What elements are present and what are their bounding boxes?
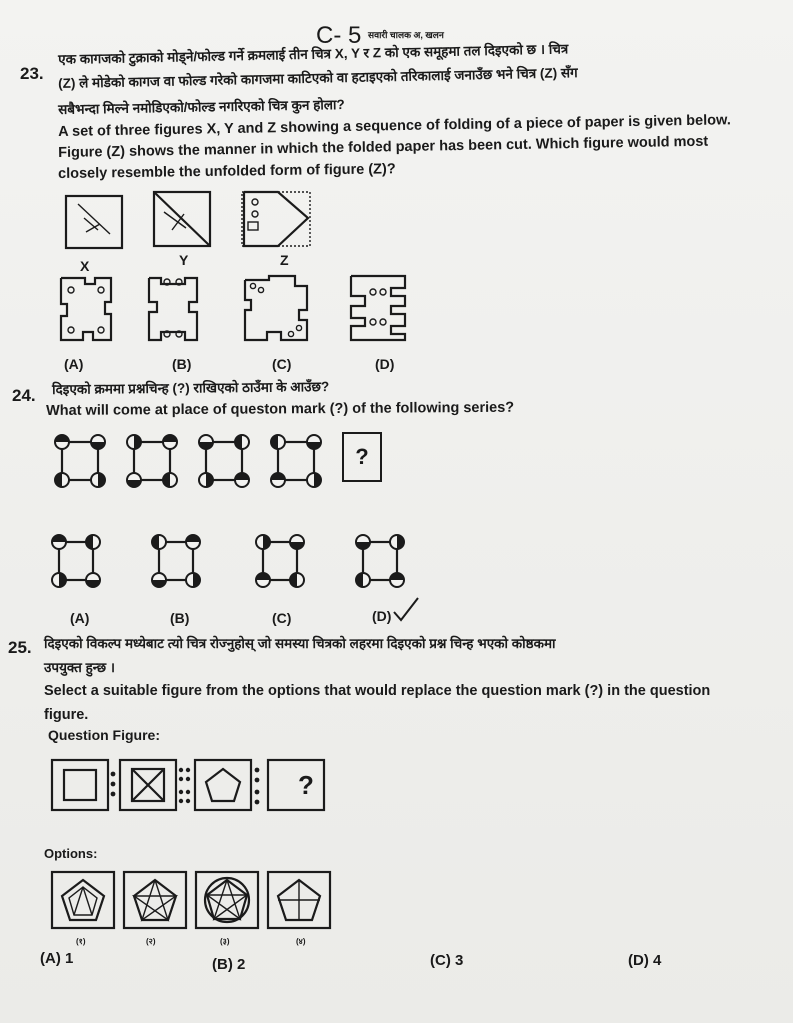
q24-option-figures: [45, 530, 425, 600]
q23-fig-label-y: Y: [179, 252, 189, 268]
q24-option-b-figure[interactable]: [152, 535, 200, 587]
q25-number: 25.: [8, 638, 32, 657]
page-subtitle: सवारी चालक अ, खलन: [368, 30, 444, 40]
q24-nepali: दिइएको क्रममा प्रश्नचिन्ह (?) राखिएको ठाउँमा के आउँछ?: [52, 379, 330, 397]
q25-option-figures: [50, 870, 350, 934]
q23-option-d-label: (D): [375, 356, 395, 372]
q25-answer-d: (D) 4: [628, 952, 662, 969]
series-fig-4: [271, 435, 321, 487]
q23-option-c-label: (C): [272, 356, 292, 372]
q25-small-label-3: (३): [220, 937, 230, 946]
tick-mark-icon: [392, 596, 422, 624]
q25-nepali-line1: दिइएको विकल्प मध्येबाट त्यो चित्र रोज्नुहोस् जो समस्या चित्रको लहरमा दिइएको प्रश्न चिन्ह भएको कोष्ठकमा: [44, 636, 556, 651]
fig-z-folded: [242, 192, 310, 246]
q23-option-d-figure[interactable]: [351, 276, 405, 340]
q24-number: 24.: [12, 386, 36, 405]
q24-option-a-figure[interactable]: [52, 535, 100, 587]
q24-option-b-label: (B): [170, 610, 190, 626]
q25-question-figure-label: Question Figure:: [48, 727, 160, 743]
q24-english: What will come at place of queston mark (?) of the following series?: [46, 399, 515, 419]
q25-small-label-1: (१): [76, 937, 86, 946]
q25-question-mark: ?: [298, 770, 314, 800]
q25-option-4-figure[interactable]: [268, 872, 330, 928]
q23-option-a-figure[interactable]: [61, 278, 111, 340]
q23-option-b-figure[interactable]: [149, 278, 197, 340]
q23-nepali-line1: एक कागजको टुक्राको मोड्ने/फोल्ड गर्ने क्रमलाई तीन चित्र X, Y र Z को एक समूहमा तल दिइएको छ । चित्र: [58, 41, 569, 67]
q24-option-c-label: (C): [272, 610, 292, 626]
q25-small-label-2: (२): [146, 937, 156, 946]
q25-answer-c: (C) 3: [430, 952, 464, 969]
fig-y-triangle: [154, 192, 210, 246]
page-code: C- 5: [316, 22, 362, 49]
q23-english-line1: A set of three figures X, Y and Z showing a sequence of folding of a piece of paper is given below.: [58, 112, 731, 140]
q23-option-b-label: (B): [172, 356, 192, 372]
q23-english-line2: Figure (Z) shows the manner in which the folded paper has been cut. Which figure would most: [58, 133, 709, 161]
q23-folding-figures: [60, 188, 380, 268]
q25-question-figures: [50, 758, 340, 818]
q25-option-3-figure[interactable]: [196, 872, 258, 928]
q25-nepali-line2: उपयुक्त हुन्छ ।: [44, 660, 115, 675]
q24-question-mark-box: ?: [342, 432, 382, 482]
q23-number: 23.: [20, 64, 44, 83]
fig-x-square: [66, 196, 122, 248]
q23-english-line3: closely resemble the unfolded form of figure (Z)?: [58, 161, 396, 182]
q23-nepali-line3: सबैभन्दा मिल्ने नमोडिएको/फोल्ड नगरिएको चित्र कुन होला?: [58, 96, 345, 117]
q25-option-2-figure[interactable]: [124, 872, 186, 928]
q23-option-c-figure[interactable]: [245, 276, 307, 340]
q25-answer-a: (A) 1: [40, 950, 74, 967]
q25-options-label: Options:: [44, 846, 98, 861]
series-fig-2: [127, 435, 177, 487]
q25-small-label-4: (४): [296, 937, 306, 946]
q24-option-c-figure[interactable]: [256, 535, 304, 587]
q23-nepali-line2: (Z) ले मोडेको कागज वा फोल्ड गरेको कागजमा काटिएको वा हटाइएको तरिकालाई जनाउँछ भने चित्र (Z) सँग: [58, 65, 578, 91]
q25-answer-b: (B) 2: [212, 956, 246, 973]
q25-option-1-figure[interactable]: [52, 872, 114, 928]
q24-option-a-label: (A): [70, 610, 90, 626]
q23-option-figures: [55, 270, 425, 360]
series-fig-1: [55, 435, 105, 487]
q23-option-a-label: (A): [64, 356, 84, 372]
q23-fig-label-z: Z: [280, 252, 289, 268]
q24-option-d-label: (D): [372, 608, 392, 624]
q25-english-line2: figure.: [44, 707, 89, 723]
q23-fig-label-x: X: [80, 258, 90, 274]
q24-series-figures: [50, 428, 340, 498]
q25-english-line1: Select a suitable figure from the options that would replace the question mark (?) in the question: [44, 683, 711, 699]
q24-option-d-figure[interactable]: [356, 535, 404, 587]
series-fig-3: [199, 435, 249, 487]
